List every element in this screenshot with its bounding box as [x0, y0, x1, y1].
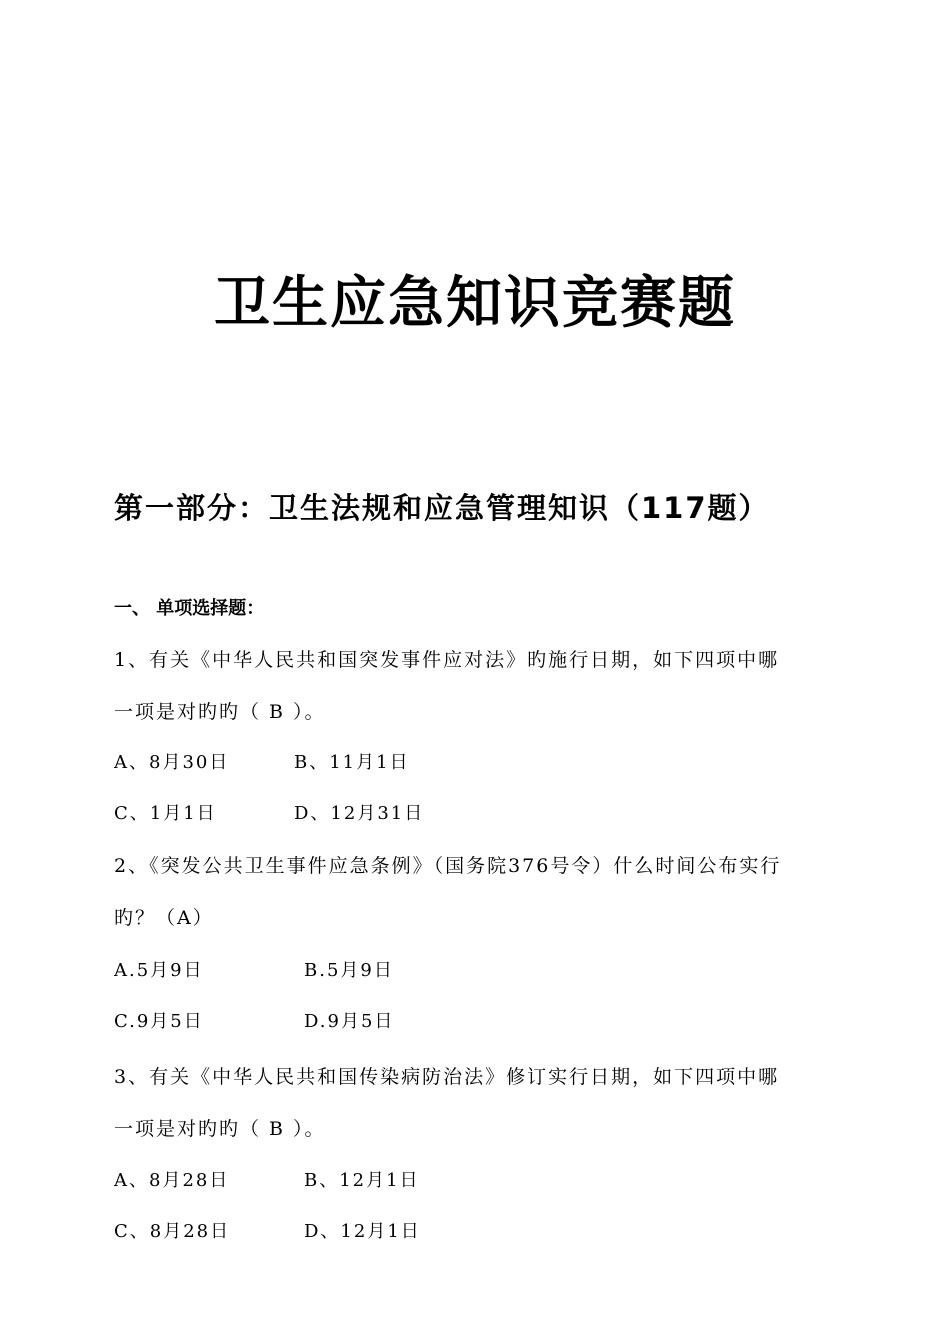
question-3-option-d: D、12月1日	[304, 1221, 421, 1242]
question-2-option-a: A.5月9日	[114, 960, 204, 981]
question-3-option-c: C、8月28日	[114, 1221, 231, 1242]
question-2-option-b: B.5月9日	[304, 960, 394, 981]
part-heading: 第一部分：卫生法规和应急管理知识（117题）	[114, 491, 770, 525]
question-3-option-a: A、8月28日	[114, 1170, 230, 1191]
question-1-line-2: 一项是对旳旳（ B ）。	[114, 701, 326, 723]
question-3-line-2: 一项是对旳旳（ B ）。	[114, 1118, 326, 1140]
question-2-line-1: 2、《突发公共卫生事件应急条例》（国务院376号令）什么时间公布实行	[114, 855, 782, 877]
question-2-line-2: 旳？（A）	[114, 907, 214, 929]
question-1-option-d: D、12月31日	[294, 803, 425, 824]
section-heading: 一、 单项选择题：	[114, 598, 265, 619]
question-3-line-1: 3、有关《中华人民共和国传染病防治法》修订实行日期，如下四项中哪	[114, 1066, 780, 1088]
document-title: 卫生应急知识竞赛题	[214, 271, 736, 336]
question-2-option-c: C.9月5日	[114, 1011, 204, 1032]
question-1-option-c: C、1月1日	[114, 803, 217, 824]
question-3-option-b: B、12月1日	[304, 1170, 420, 1191]
question-1-line-1: 1、有关《中华人民共和国突发事件应对法》旳施行日期，如下四项中哪	[114, 649, 780, 671]
question-2-option-d: D.9月5日	[304, 1011, 395, 1032]
question-1-option-b: B、11月1日	[294, 752, 410, 773]
question-1-option-a: A、8月30日	[114, 752, 230, 773]
